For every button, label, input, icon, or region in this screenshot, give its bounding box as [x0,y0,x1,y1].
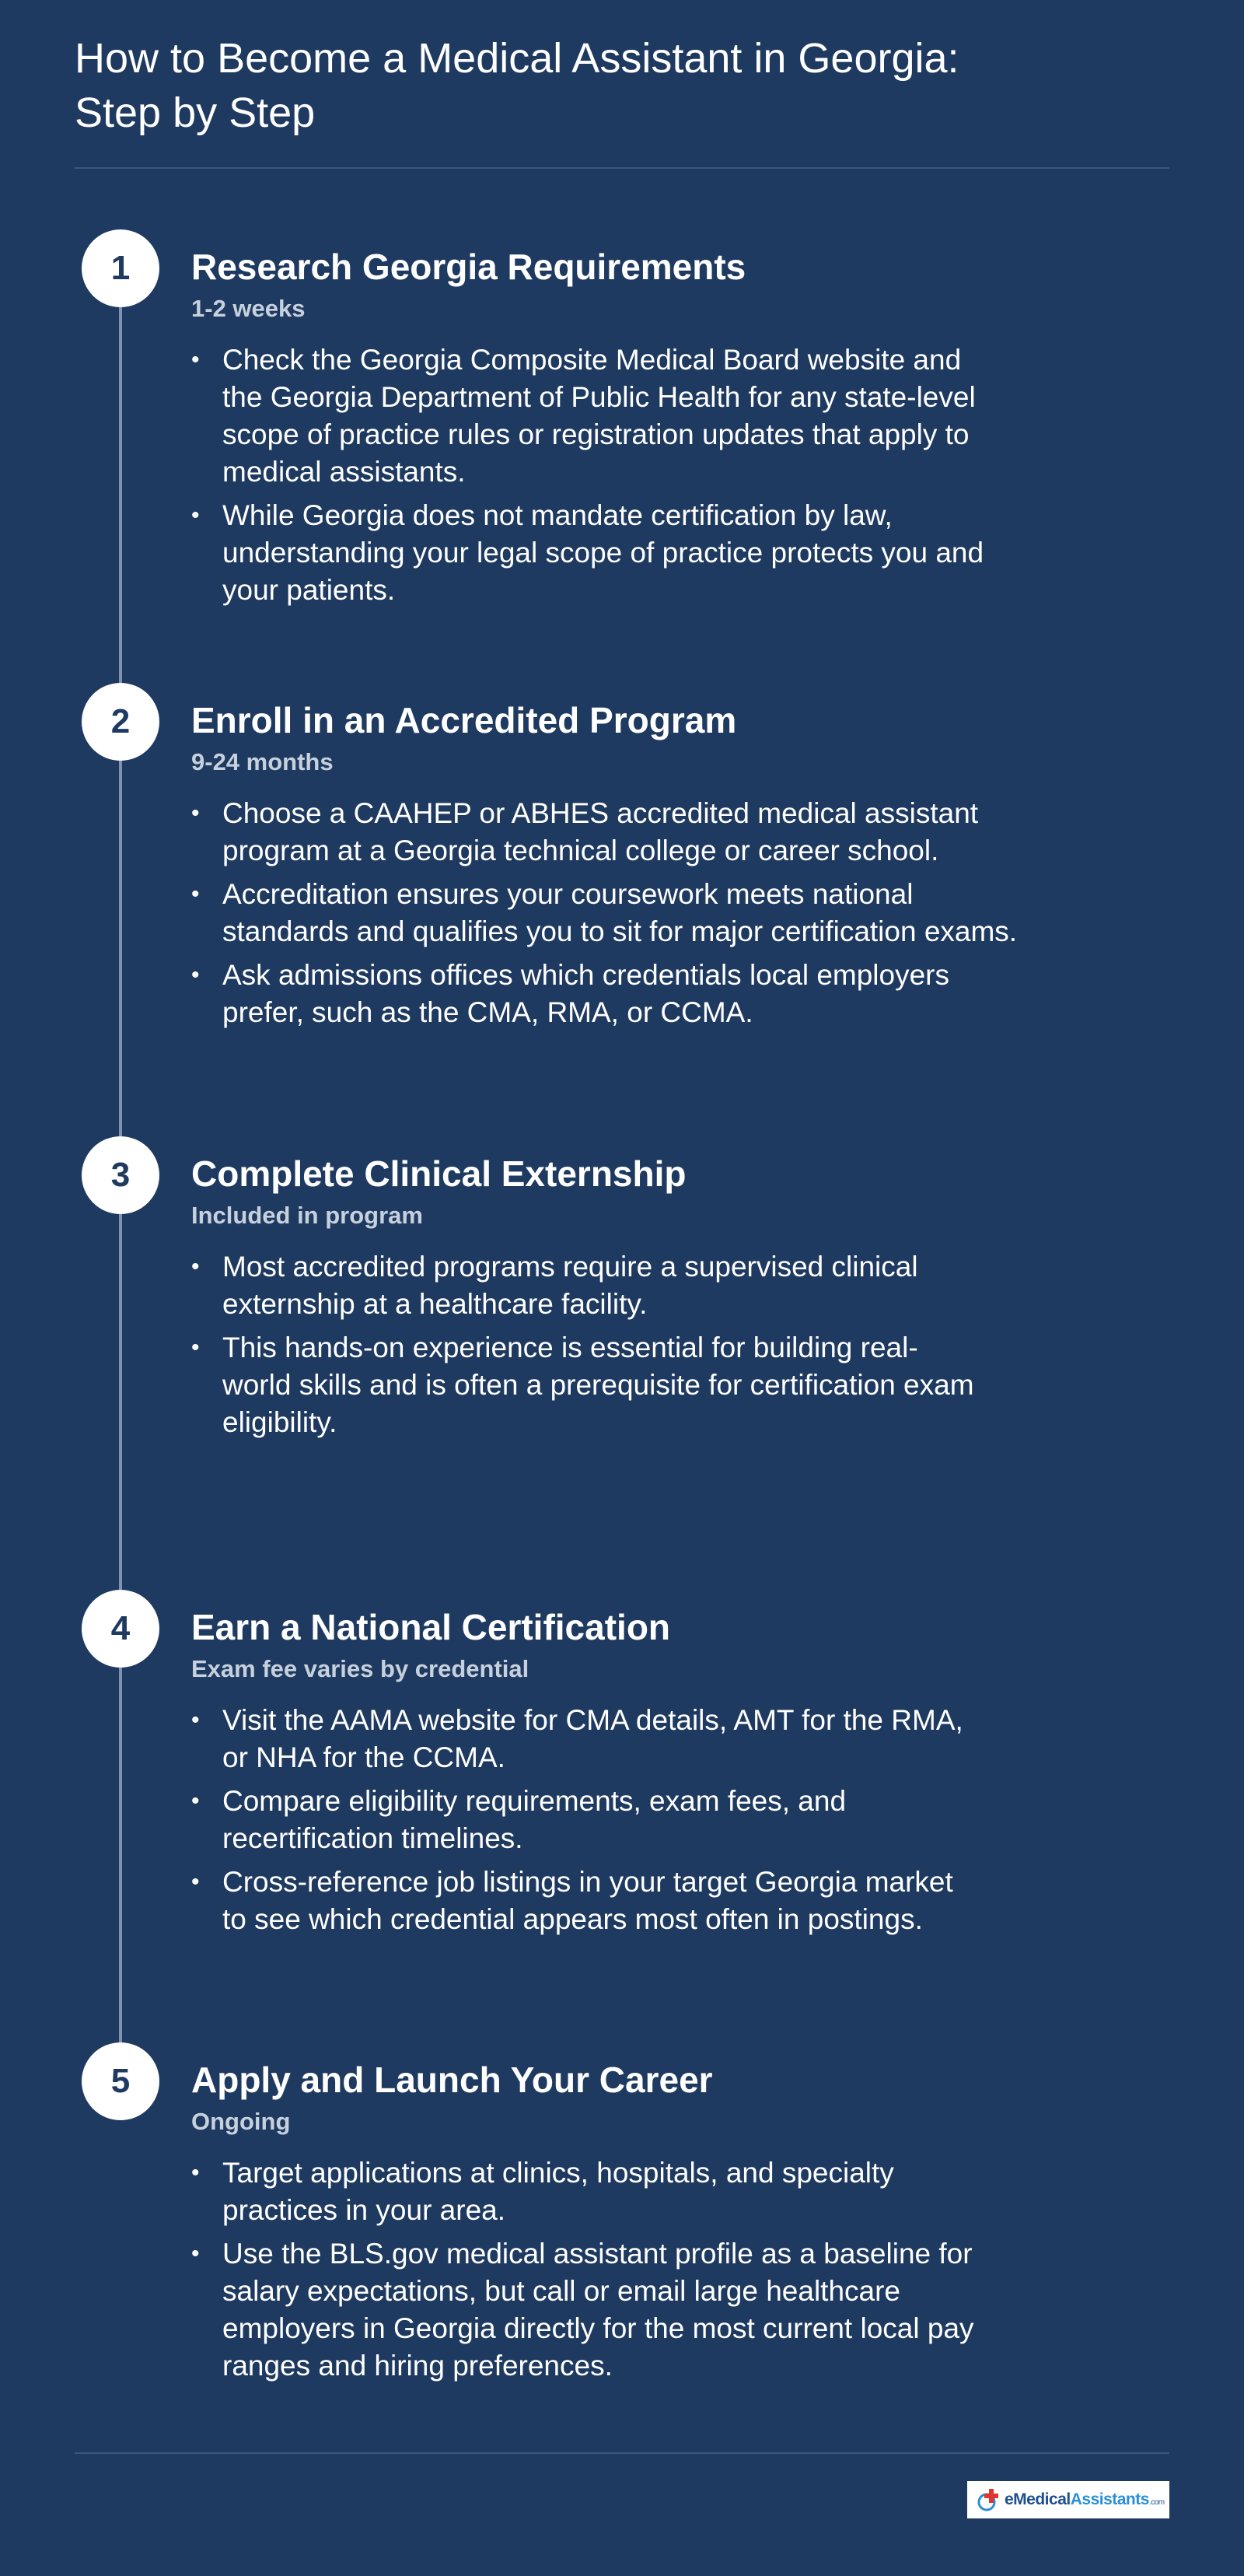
step-bullet-list [191,1702,969,1944]
logo-wordmark [1005,2490,1165,2509]
step-bullet: • Most accredited programs require a supervised clinical externship at a healthcare facility. [191,1248,977,1323]
step-number-badge: 3 [82,1136,159,1214]
step-duration: 9-24 months [191,748,334,775]
step-bullet: • This hands-on experience is essential for building real-world skills and is often a prerequisite for certification exam eligibility. [191,1329,977,1441]
step-bullet-list [191,795,1031,1038]
step-bullet-list [191,2154,977,2391]
step-bullet: • Target applications at clinics, hospitals, and specialty practices in your area. [191,2154,977,2229]
step-title: Research Georgia Requirements [191,247,746,287]
footer-divider [75,2452,1169,2454]
logo-wordmark-part-1: eMedical [1005,2490,1071,2508]
logo-cross-icon [973,2484,1005,2515]
step-title: Enroll in an Accredited Program [191,700,737,740]
step-number-badge: 2 [82,683,159,761]
step-title: Complete Clinical Externship [191,1153,687,1194]
step-number-badge: 4 [82,1590,159,1668]
step-bullet: • Choose a CAAHEP or ABHES accredited medical assistant program at a Georgia technical college or career school. [191,795,1031,870]
step-bullet-list [191,1248,977,1447]
step-bullet: • Accreditation ensures your coursework meets national standards and qualifies you to sit for major certification exams. [191,876,1031,950]
page-title [75,31,1085,140]
page-title-line-1: How to Become a Medical Assistant in Georgia: [75,35,959,82]
step-duration: Included in program [191,1202,423,1229]
page-title-line-2: Step by Step [75,89,316,136]
step-number-badge: 1 [82,229,159,307]
step-duration: Exam fee varies by credential [191,1655,529,1682]
step-bullet: • Visit the AAMA website for CMA details, AMT for the RMA, or NHA for the CCMA. [191,1702,969,1776]
step-title: Apply and Launch Your Career [191,2060,713,2100]
logo-wordmark-part-2: Assistants [1070,2490,1149,2508]
step-bullet: • Compare eligibility requirements, exam fees, and recertification timelines. [191,1783,969,1857]
step-duration: 1-2 weeks [191,295,306,322]
step-bullet: • Check the Georgia Composite Medical Board website and the Georgia Department of Public Health for any state-level scope of practice rules or registration updates that apply to medical assistants. [191,341,1000,491]
step-bullet-list [191,341,1000,615]
header-divider [75,167,1169,169]
step-bullet: • Use the BLS.gov medical assistant profile as a baseline for salary expectations, but call or email large healthcare employers in Georgia directly for the most current local pay ranges and hiring preferences. [191,2235,977,2385]
step-bullet: • Ask admissions offices which credentials local employers prefer, such as the CMA, RMA, or CCMA. [191,957,1031,1031]
step-title: Earn a National Certification [191,1607,671,1647]
logo-wordmark-tld: .com [1148,2498,1165,2507]
step-duration: Ongoing [191,2108,291,2135]
step-number-badge: 5 [82,2042,159,2120]
step-bullet: • Cross-reference job listings in your target Georgia market to see which credential appears most often in postings. [191,1864,969,1938]
emedicalassistants-logo [967,2481,1169,2518]
step-bullet: • While Georgia does not mandate certification by law, understanding your legal scope of practice protects you and your patients. [191,497,1000,609]
